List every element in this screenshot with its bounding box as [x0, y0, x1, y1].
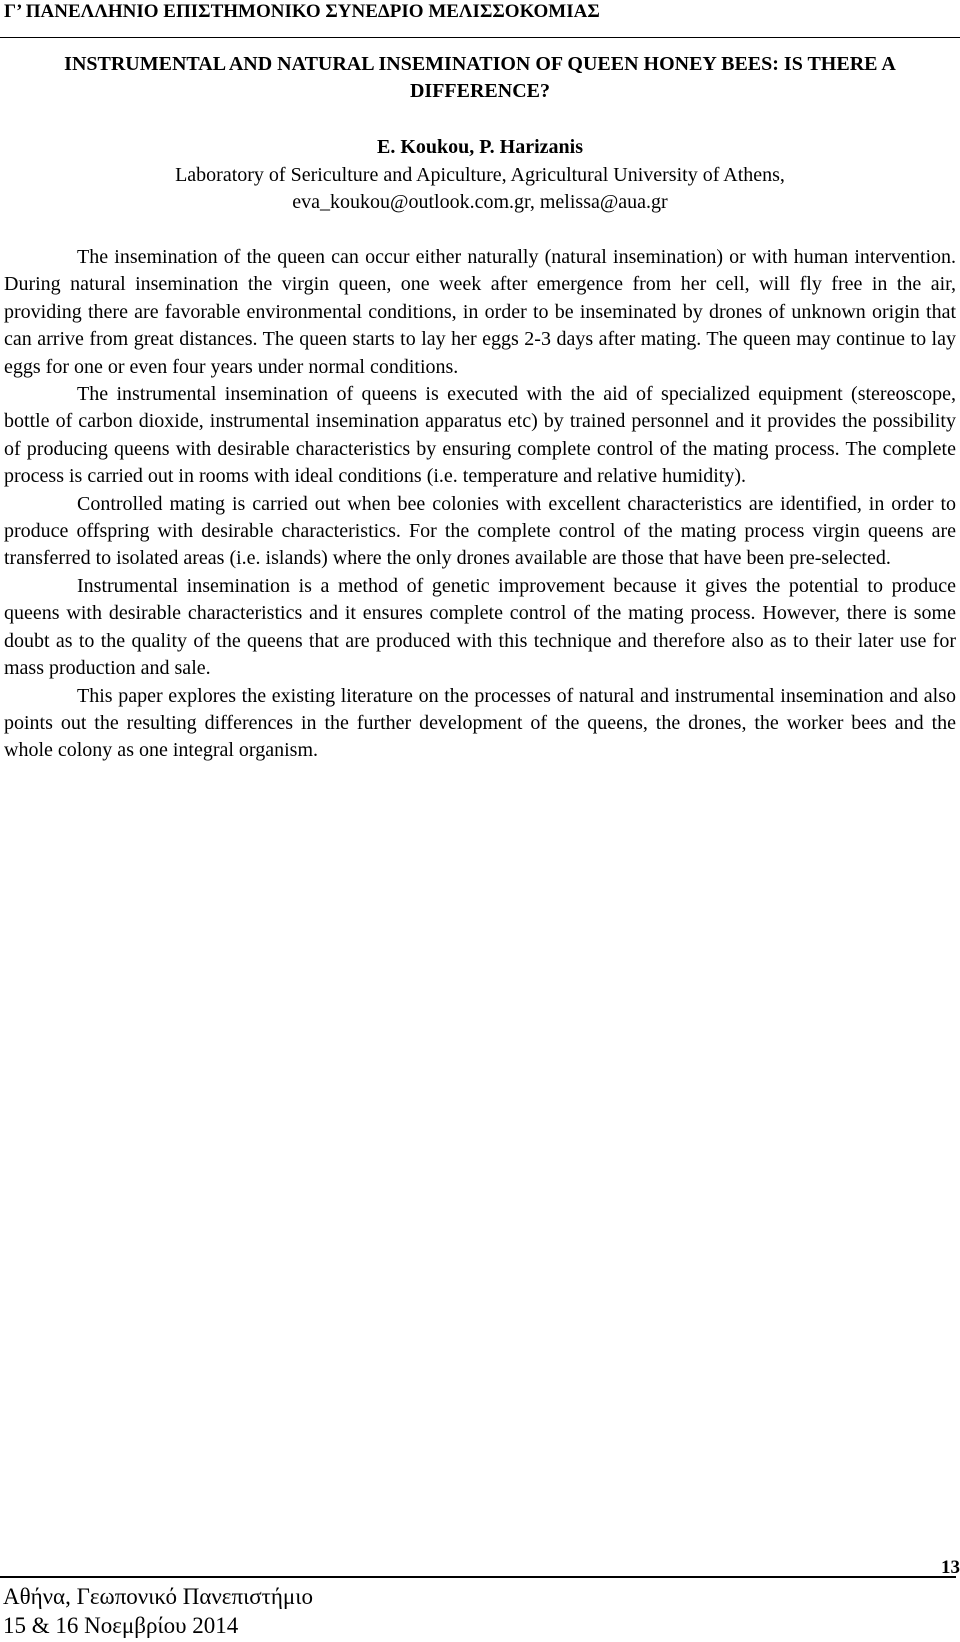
footer-venue: Αθήνα, Γεωπονικό Πανεπιστήμιο	[3, 1584, 313, 1609]
header-divider	[0, 37, 960, 38]
affiliation-line: Laboratory of Sericulture and Apiculture, Agricultural University of Athens,	[175, 164, 785, 186]
abstract-paragraph-2: The instrumental insemination of queens is executed with the aid of specialized equipment (stereoscope, bottle of carbon dioxide, instrumental insemination apparatus etc) by trained personnel and it provides the possibility of producing queens with desirable characteristics by ensuring complete control of the mating process. The complete process is carried out in rooms with ideal conditions (i.e. temperature and relative humidity).	[4, 383, 956, 488]
author-affiliation-block	[4, 162, 956, 216]
abstract-paragraph-1: The insemination of the queen can occur either naturally (natural insemination) or with human intervention. During natural insemination the virgin queen, one week after emergence from her cell, will fly free in the air, providing there are favorable environmental conditions, in order to be inseminated by drones of unknown origin that can arrive from great distances. The queen starts to lay her eggs 2-3 days after mating. The queen may continue to lay eggs for one or even four years under normal conditions.	[4, 246, 956, 378]
abstract-body	[4, 244, 956, 765]
running-header: Γ’ ΠΑΝΕΛΛΗΝΙΟ ΕΠΙΣΤΗΜΟΝΙΚΟ ΣΥΝΕΔΡΙΟ ΜΕΛΙΣΣΟΚΟΜΙΑΣ	[4, 1, 600, 22]
page-number: 13	[941, 1557, 960, 1578]
abstract-paragraph-3: Controlled mating is carried out when bee colonies with excellent characteristics are identified, in order to produce offspring with desirable characteristics. For the complete control of the mating process virgin queens are transferred to isolated areas (i.e. islands) where the only drones available are those that have been pre-selected.	[4, 492, 956, 570]
paper-title: INSTRUMENTAL AND NATURAL INSEMINATION OF QUEEN HONEY BEES: IS THERE A DIFFERENCE?	[64, 53, 896, 102]
abstract-paragraph-4: Instrumental insemination is a method of genetic improvement because it gives the potential to produce queens with desirable characteristics and it ensures complete control of the mating process. However, there is some doubt as to the quality of the queens that are produced with this technique and therefore also as to their later use for mass production and sale.	[4, 574, 956, 680]
footer-date: 15 & 16 Νοεμβρίου 2014	[3, 1613, 239, 1638]
author-emails: eva_koukou@outlook.com.gr, melissa@aua.gr	[292, 191, 668, 213]
abstract-paragraph-5: This paper explores the existing literature on the processes of natural and instrumental insemination and also points out the resulting differences in the further development of the queens, the drones, the worker bees and the whole colony as one integral organism.	[4, 684, 956, 762]
footer-divider	[0, 1576, 956, 1578]
paper-authors: E. Koukou, P. Harizanis	[377, 136, 583, 158]
